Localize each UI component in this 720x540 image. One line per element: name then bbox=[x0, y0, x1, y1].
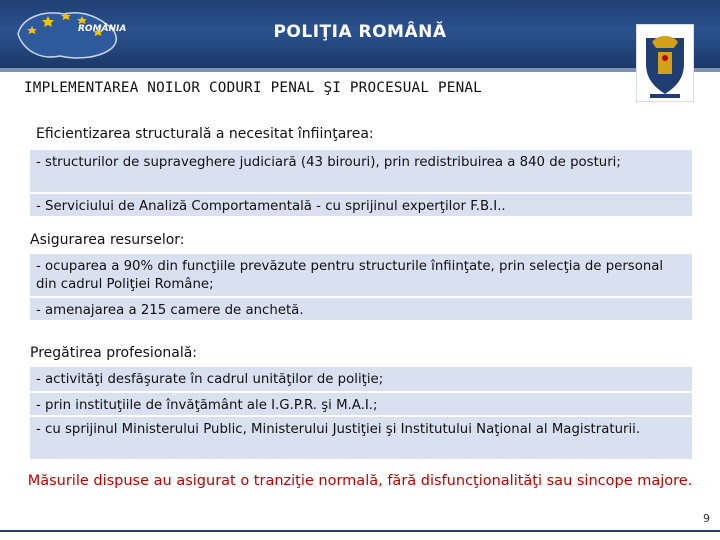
header-strip bbox=[0, 68, 720, 72]
bottom-rule bbox=[0, 530, 720, 532]
page-number: 9 bbox=[703, 512, 710, 525]
list-item: - structurilor de supraveghere judiciară (43 birouri), prin redistribuirea a 840 de posturi; bbox=[30, 150, 692, 192]
section-label-resources: Asigurarea resurselor: bbox=[30, 232, 185, 248]
coat-of-arms-icon bbox=[636, 24, 694, 102]
section-label-efficiency: Eficientizarea structurală a necesitat înfiinţarea: bbox=[36, 126, 374, 142]
list-item: - prin instituţiile de învăţământ ale I.G.P.R. şi M.A.I.; bbox=[30, 393, 692, 415]
list-item: - amenajarea a 215 camere de anchetă. bbox=[30, 298, 692, 320]
header-bar bbox=[0, 0, 720, 68]
list-item: - cu sprijinul Ministerului Public, Ministerului Justiţiei şi Institutului Naţional al Magistraturii. bbox=[30, 417, 692, 459]
list-item: - activităţi desfăşurate în cadrul unităţilor de poliţie; bbox=[30, 367, 692, 391]
footer-note: Măsurile dispuse au asigurat o tranziţie normală, fără disfuncţionalităţi sau sincope majore. bbox=[27, 473, 693, 489]
slide-title: IMPLEMENTAREA NOILOR CODURI PENAL ŞI PROCESUAL PENAL bbox=[24, 80, 482, 96]
list-item: - Serviciului de Analiză Comportamentală - cu sprijinul experţilor F.B.I.. bbox=[30, 194, 692, 216]
list-item: - ocuparea a 90% din funcţiile prevăzute pentru structurile înfiinţate, prin selecţia de personal din cadrul Poliţiei Române; bbox=[30, 254, 692, 296]
logo-text: ROMÂNIA bbox=[78, 24, 127, 34]
section-label-training: Pregătirea profesională: bbox=[30, 345, 198, 361]
header-title: POLIŢIA ROMÂNĂ bbox=[273, 22, 447, 42]
